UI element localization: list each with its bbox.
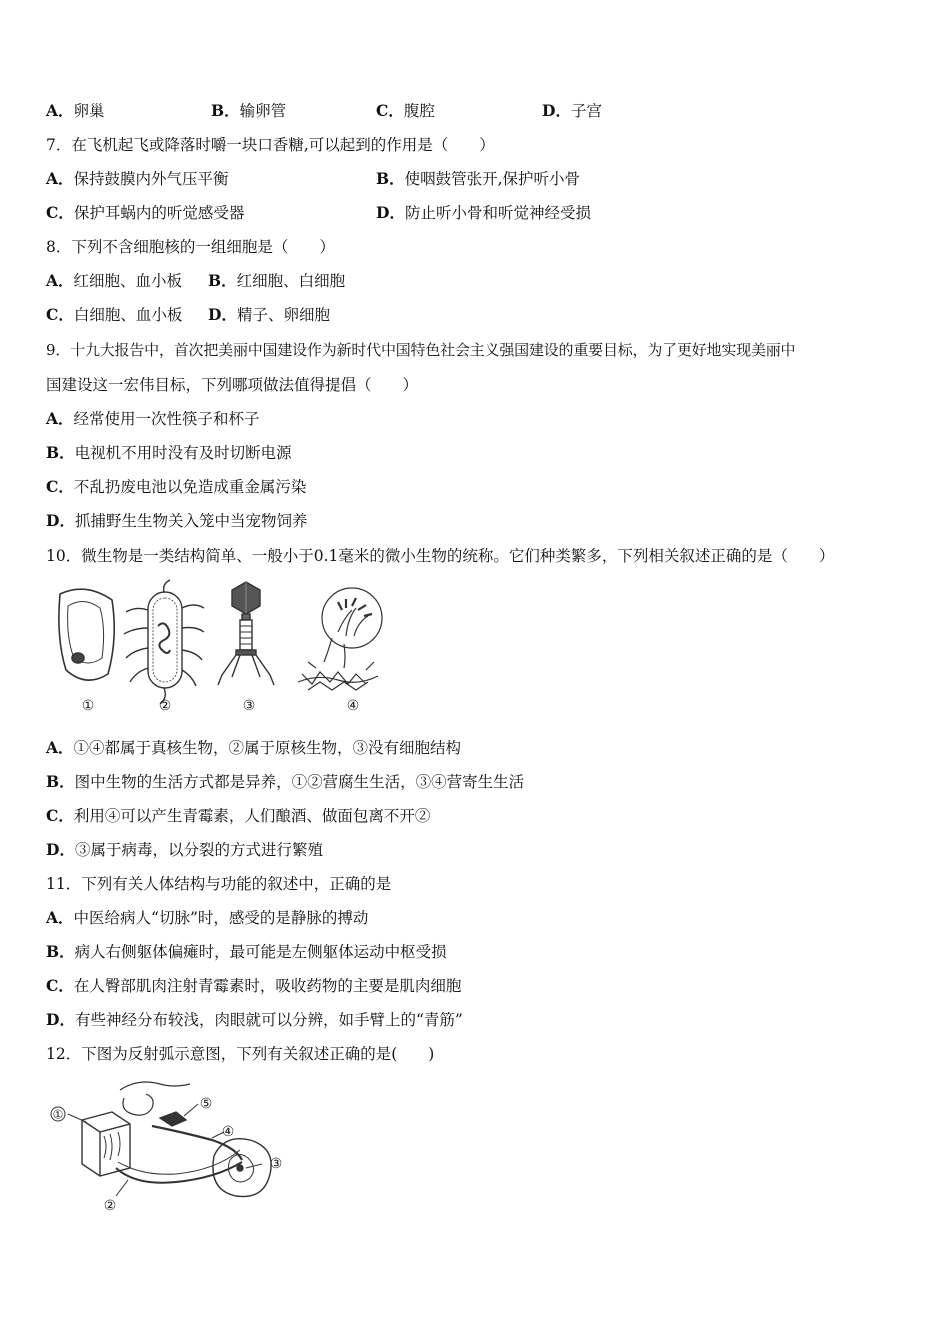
option-label: D． — [208, 305, 237, 324]
reflex-arc-drawing — [68, 1082, 271, 1197]
figure-label-4: ④ — [221, 1124, 235, 1140]
q9-option-d[interactable] — [46, 509, 307, 533]
option-text: 图中生物的生活方式都是异养，①②营腐生生活，③④营寄生生活 — [74, 773, 525, 791]
option-label: C． — [376, 101, 404, 120]
yeast-cell-drawing — [59, 589, 114, 680]
figure-label-3: ③ — [269, 1156, 283, 1172]
option-label: C． — [46, 976, 74, 995]
option-text: 保护耳蜗内的听觉感受器 — [73, 204, 245, 222]
option-label: A． — [46, 738, 74, 757]
q10-option-b[interactable] — [46, 770, 524, 794]
option-text: 有些神经分布较浅，肉眼就可以分辨，如手臂上的“青筋” — [74, 1011, 463, 1029]
option-label: C． — [46, 806, 74, 825]
option-label: B． — [211, 101, 240, 120]
reflex-arc-illustration — [46, 1076, 291, 1218]
q10-option-d[interactable] — [46, 838, 323, 862]
q6-option-b[interactable] — [211, 99, 286, 123]
figure-label-2: ② — [158, 698, 172, 714]
option-text: 中医给病人“切脉”时，感受的是静脉的搏动 — [73, 909, 369, 927]
option-text: 卵巢 — [73, 102, 105, 120]
option-label: D． — [46, 840, 75, 859]
option-label: A． — [46, 101, 74, 120]
option-text: 精子、卵细胞 — [236, 306, 330, 324]
option-text: 使咽鼓管张开,保护听小骨 — [404, 170, 581, 188]
microorganism-illustration — [46, 578, 391, 720]
option-label: D． — [46, 511, 75, 530]
option-label: A． — [46, 908, 74, 927]
q8-option-d[interactable] — [208, 303, 330, 327]
q7-stem: 7．在飞机起飞或降落时嚼一块口香糖,可以起到的作用是（ ） — [46, 136, 495, 154]
q11-option-b[interactable] — [46, 940, 447, 964]
q11-option-a[interactable] — [46, 906, 368, 930]
option-text: 病人右侧躯体偏瘫时，最可能是左侧躯体运动中枢受损 — [74, 943, 447, 961]
q7-options-row-2 — [46, 201, 906, 225]
figure-label-1: ① — [52, 1107, 64, 1122]
q6-option-c[interactable] — [376, 99, 435, 123]
option-label: D． — [542, 101, 571, 120]
q9-option-c[interactable] — [46, 475, 306, 499]
option-label: C． — [46, 203, 74, 222]
option-text: 电视机不用时没有及时切断电源 — [74, 444, 292, 462]
q7-option-d[interactable] — [376, 201, 591, 225]
option-label: A． — [46, 271, 74, 290]
option-text: 红细胞、血小板 — [73, 272, 183, 290]
q10-stem: 10．微生物是一类结构简单、一般小于0.1毫米的微小生物的统称。它们种类繁多，下列相关叙述正确的是（ ） — [46, 547, 835, 565]
bacterium-drawing — [124, 580, 204, 704]
q11-option-d[interactable] — [46, 1008, 463, 1032]
q9-option-b[interactable] — [46, 441, 292, 465]
q7-option-a[interactable] — [46, 167, 229, 191]
q7-options-row-1 — [46, 167, 906, 191]
q8-option-a[interactable] — [46, 269, 182, 293]
option-text: 利用④可以产生青霉素，人们酿酒、做面包离不开② — [73, 807, 431, 825]
option-text: 保持鼓膜内外气压平衡 — [73, 170, 229, 188]
option-text: 子宫 — [570, 102, 602, 120]
option-label: B． — [46, 443, 75, 462]
option-text: 白细胞、血小板 — [73, 306, 183, 324]
option-label: D． — [46, 1010, 75, 1029]
option-label: D． — [376, 203, 405, 222]
option-label: A． — [46, 169, 74, 188]
figure-label-3: ③ — [242, 698, 256, 714]
q12-reflex-arc-figure — [46, 1076, 291, 1218]
q11-option-c[interactable] — [46, 974, 461, 998]
q7-option-b[interactable] — [376, 167, 580, 191]
option-text: 防止听小骨和听觉神经受损 — [404, 204, 591, 222]
q8-options-row-2 — [46, 303, 906, 327]
q6-option-a[interactable] — [46, 99, 105, 123]
bacteriophage-drawing — [218, 582, 274, 685]
option-text: 腹腔 — [403, 102, 435, 120]
q10-option-a[interactable] — [46, 736, 461, 760]
mold-drawing — [298, 588, 382, 690]
option-label: C． — [46, 305, 74, 324]
option-label: B． — [46, 942, 75, 961]
q12-stem: 12．下图为反射弧示意图，下列有关叙述正确的是( ) — [46, 1045, 435, 1063]
q6-options-row — [46, 99, 906, 123]
q8-option-c[interactable] — [46, 303, 182, 327]
option-label: B． — [208, 271, 237, 290]
q9-stem-line-1: 9．十九大报告中，首次把美丽中国建设作为新时代中国特色社会主义强国建设的重要目标，为了更好地实现美丽中 — [46, 341, 796, 359]
option-label: B． — [46, 772, 75, 791]
q10-option-c[interactable] — [46, 804, 430, 828]
option-text: 抓捕野生生物关入笼中当宠物饲养 — [74, 512, 308, 530]
figure-label-1: ① — [81, 698, 95, 714]
option-label: B． — [376, 169, 405, 188]
figure-label-5: ⑤ — [199, 1096, 213, 1112]
q8-option-b[interactable] — [208, 269, 345, 293]
figure-label-4: ④ — [346, 698, 360, 714]
q11-stem: 11．下列有关人体结构与功能的叙述中，正确的是 — [46, 875, 392, 893]
option-text: ①④都属于真核生物，②属于原核生物，③没有细胞结构 — [73, 739, 462, 757]
q9-stem-line-2: 国建设这一宏伟目标，下列哪项做法值得提倡（ ） — [46, 376, 419, 394]
option-text: ③属于病毒，以分裂的方式进行繁殖 — [74, 841, 323, 859]
q8-options-row-1 — [46, 269, 906, 293]
option-text: 红细胞、白细胞 — [236, 272, 346, 290]
option-text: 经常使用一次性筷子和杯子 — [73, 410, 260, 428]
q6-option-d[interactable] — [542, 99, 602, 123]
option-label: C． — [46, 477, 74, 496]
option-text: 在人臀部肌肉注射青霉素时，吸收药物的主要是肌肉细胞 — [73, 977, 462, 995]
q7-option-c[interactable] — [46, 201, 244, 225]
option-label: A． — [46, 409, 74, 428]
q10-microorganism-figure — [46, 578, 391, 720]
figure-label-2: ② — [103, 1198, 117, 1214]
q8-stem: 8．下列不含细胞核的一组细胞是（ ） — [46, 238, 335, 256]
option-text: 不乱扔废电池以免造成重金属污染 — [73, 478, 307, 496]
q9-option-a[interactable] — [46, 407, 260, 431]
option-text: 输卵管 — [239, 102, 287, 120]
